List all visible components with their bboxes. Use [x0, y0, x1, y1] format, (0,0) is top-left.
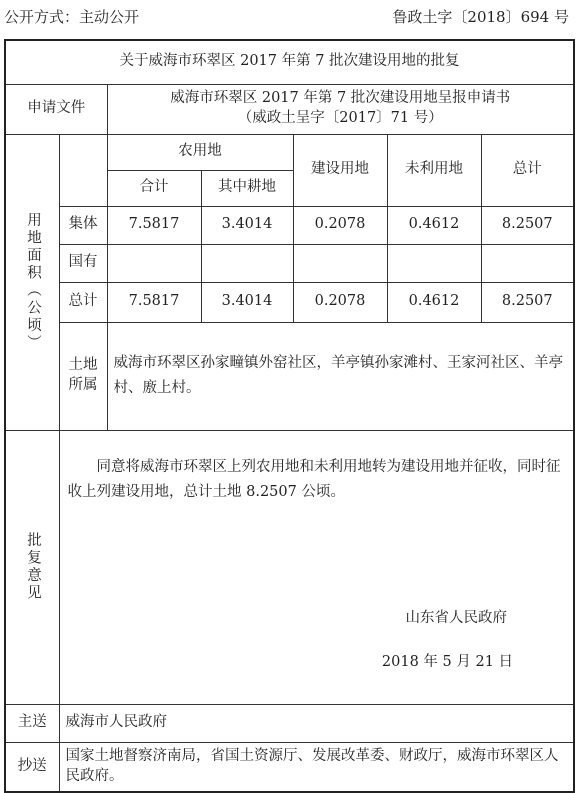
main-send-label: 主送 — [5, 704, 59, 742]
row-collective — [5, 206, 574, 244]
row-grand-total — [5, 282, 574, 322]
issue-date: 2018 年 5 月 21 日 — [381, 653, 514, 670]
application-document — [107, 84, 574, 134]
row-label: 国有 — [59, 244, 107, 282]
header-agri-farmland: 其中耕地 — [201, 170, 293, 206]
cell-farmland: 3.4014 — [201, 206, 293, 244]
issuing-authority: 山东省人民政府 — [405, 609, 508, 626]
cell-construction: 0.2078 — [293, 282, 387, 322]
header-blank — [59, 134, 107, 206]
application-line-1: 威海市环翠区 2017 年第 7 批次建设用地呈报申请书 — [170, 90, 511, 107]
ownership-label: 土地所属 — [68, 357, 98, 393]
row-label: 总计 — [59, 282, 107, 322]
cell-unused: 0.4612 — [387, 282, 481, 322]
ownership-label-cell — [59, 322, 107, 430]
cell-farmland: 3.4014 — [201, 282, 293, 322]
land-area-label-cell — [5, 134, 59, 430]
application-line-2: （威政土呈字〔2017〕71 号） — [237, 110, 443, 126]
cc-label: 抄送 — [5, 742, 59, 792]
cell-farmland — [201, 244, 293, 282]
document-title: 关于威海市环翠区 2017 年第 7 批次建设用地的批复 — [5, 40, 574, 84]
cell-unused: 0.4612 — [387, 206, 481, 244]
cell-agri-total: 7.5817 — [107, 282, 201, 322]
header-total: 总计 — [481, 134, 574, 206]
document-number: 鲁政土字〔2018〕694 号 — [392, 8, 569, 26]
main-send-recipient: 威海市人民政府 — [59, 704, 574, 742]
opinion-label-cell — [5, 430, 59, 704]
opinion-text: 同意将威海市环翠区上列农用地和未利用地转为建设用地并征收，同时征收上列建设用地，总计土地 8.2507 公顷。 — [67, 458, 561, 500]
cell-agri-total — [107, 244, 201, 282]
disclosure-mode: 公开方式：主动公开 — [4, 8, 140, 26]
row-state-owned — [5, 244, 574, 282]
header-agri-subtotal: 合计 — [107, 170, 201, 206]
cell-total — [481, 244, 574, 282]
opinion-label: 批复意见 — [25, 532, 42, 602]
cell-total: 8.2507 — [481, 206, 574, 244]
cc-recipients: 国家土地督察济南局，省国土资源厅、发展改革委、财政厅，威海市环翠区人民政府。 — [59, 742, 574, 792]
header-agri-land: 农用地 — [107, 134, 293, 170]
application-label: 申请文件 — [5, 84, 107, 134]
header-unused-land: 未利用地 — [387, 134, 481, 206]
cell-construction: 0.2078 — [293, 206, 387, 244]
row-label: 集体 — [59, 206, 107, 244]
approval-table — [4, 39, 575, 793]
cell-construction — [293, 244, 387, 282]
land-ownership: 威海市环翠区孙家疃镇外窑社区，羊亭镇孙家滩村、王家河社区、羊亭村、廒上村。 — [107, 322, 574, 430]
cell-total: 8.2507 — [481, 282, 574, 322]
land-area-label: 用地面积（公顷） — [25, 212, 42, 352]
cell-unused — [387, 244, 481, 282]
cell-agri-total: 7.5817 — [107, 206, 201, 244]
opinion-content — [59, 430, 574, 704]
header-construction-land: 建设用地 — [293, 134, 387, 206]
